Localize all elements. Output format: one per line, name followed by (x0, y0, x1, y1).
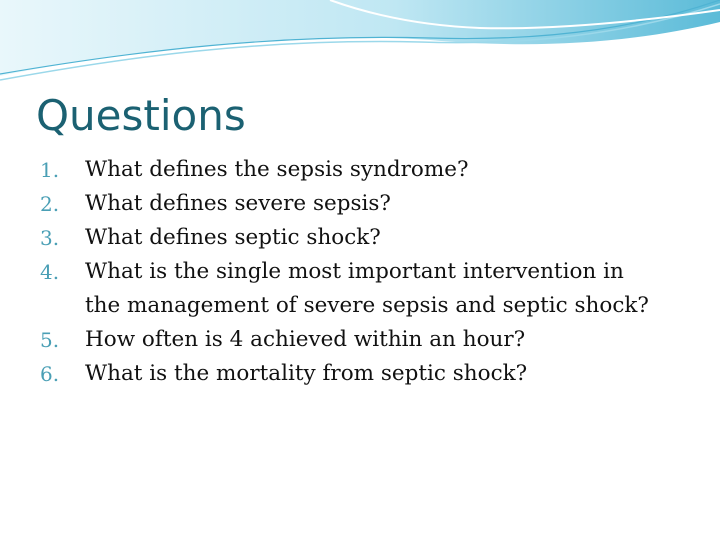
list-item-text: What defines the sepsis syndrome? (85, 157, 469, 182)
list-item (40, 152, 710, 186)
list-item (40, 220, 710, 254)
list-item-text: What defines septic shock? (85, 225, 381, 250)
list-item (40, 186, 710, 220)
list-item-number: 4. (40, 260, 60, 284)
header-wave-decoration (0, 0, 720, 90)
list-item (40, 356, 710, 390)
list-item-text: What is the single most important intervention in (85, 259, 624, 284)
list-item-text: What defines severe sepsis? (85, 191, 391, 216)
list-item-text: What is the mortality from septic shock? (85, 361, 528, 386)
list-item-number: 3. (40, 226, 60, 250)
list-item-text-continued: the management of severe sepsis and septic shock? (85, 293, 649, 318)
list-item-text: How often is 4 achieved within an hour? (85, 327, 526, 352)
question-list (40, 152, 710, 390)
list-item (40, 322, 710, 356)
list-item (40, 254, 710, 322)
list-item-number: 5. (40, 328, 60, 352)
slide-title: Questions (36, 91, 246, 140)
list-item-number: 6. (40, 362, 60, 386)
list-item-number: 1. (40, 158, 60, 182)
list-item-number: 2. (40, 192, 60, 216)
